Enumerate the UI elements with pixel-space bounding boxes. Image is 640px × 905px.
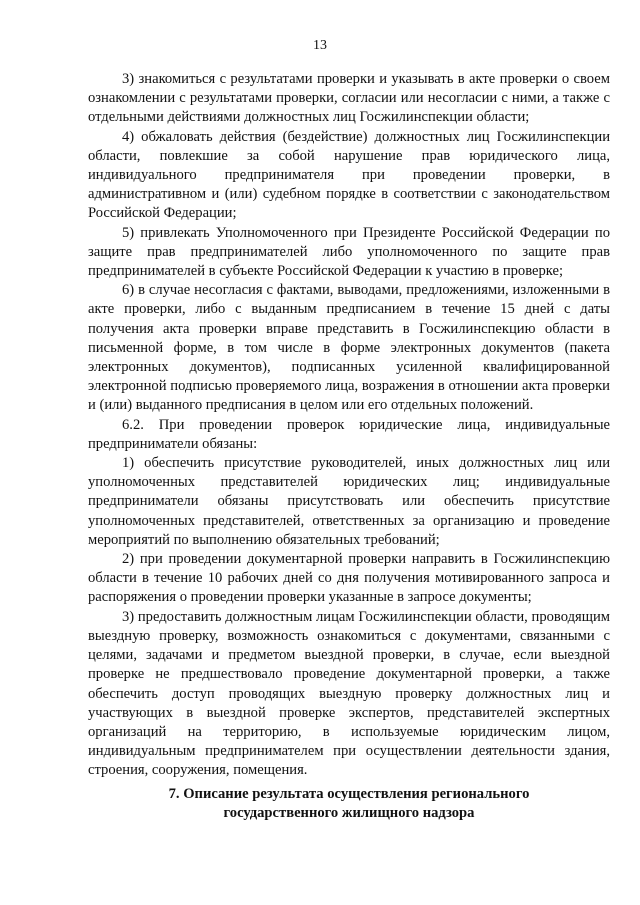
page-number: 13	[313, 38, 327, 53]
section-heading-line-2: государственного жилищного надзора	[223, 805, 475, 822]
paragraph-duty-3: 3) предоставить должностным лицам Госжилинспекции области, проводящим выездную проверку, возможность ознакомиться с документами, связанными с целями, задачами и предметом выездной проверки, в случае, если выездной проверке не предшествовало проведение документарной проверки, а также обеспечить доступ проводящих выездную проверку должностных лиц и участвующих в выездной проверке экспертов, представителей экспертных организаций на территорию, в используемые юридическим лицом, индивидуальным предпринимателем при осуществлении деятельности здания, строения, сооружения, помещения.	[88, 608, 610, 779]
paragraph-duty-2: 2) при проведении документарной проверки направить в Госжилинспекцию области в течение 10 рабочих дней со дня получения мотивированного запроса и распоряжения о проведении проверки указанные в запросе документы;	[88, 551, 610, 606]
paragraph-right-3: 3) знакомиться с результатами проверки и указывать в акте проверки о своем ознакомлении с результатами проверки, согласии или несогласии с ними, а также с отдельными действиями должностных лиц Госжилинспекции области;	[88, 71, 610, 126]
document-body	[88, 70, 610, 781]
paragraph-right-6: 6) в случае несогласия с фактами, выводами, предложениями, изложенными в акте проверки, либо с выданным предписанием в течение 15 дней с даты получения акта проверки вправе представить в Госжилинспекцию области в письменной форме, в том числе в форме электронных документов (пакета электронных документов), подписанных усиленной квалифицированной электронной подписью проверяемого лица, возражения в отношении акта проверки и (или) выданного предписания в целом или его отдельных положений.	[88, 282, 610, 414]
paragraph-right-4: 4) обжаловать действия (бездействие) должностных лиц Госжилинспекции области, повлекшие за собой нарушение прав юридического лица, индивидуального предпринимателя при проведении проверки, в административном и (или) судебном порядке в соответствии с законодательством Российской Федерации;	[88, 128, 610, 222]
section-heading	[88, 785, 610, 823]
paragraph-right-5: 5) привлекать Уполномоченного при Президенте Российской Федерации по защите прав предпринимателей либо уполномоченного по защите прав предпринимателей в субъекте Российской Федерации к участию в проверке;	[88, 224, 610, 280]
paragraph-6-2: 6.2. При проведении проверок юридические лица, индивидуальные предприниматели обязаны:	[88, 416, 610, 452]
paragraph-duty-1: 1) обеспечить присутствие руководителей, иных должностных лиц или уполномоченных представителей юридических лиц; индивидуальные предприниматели обязаны присутствовать или обеспечить присутствие уполномоченных представителей, ответственных за организацию и проведение мероприятий по выполнению обязательных требований;	[88, 455, 610, 548]
section-heading-line-1: 7. Описание результата осуществления регионального	[168, 786, 530, 802]
